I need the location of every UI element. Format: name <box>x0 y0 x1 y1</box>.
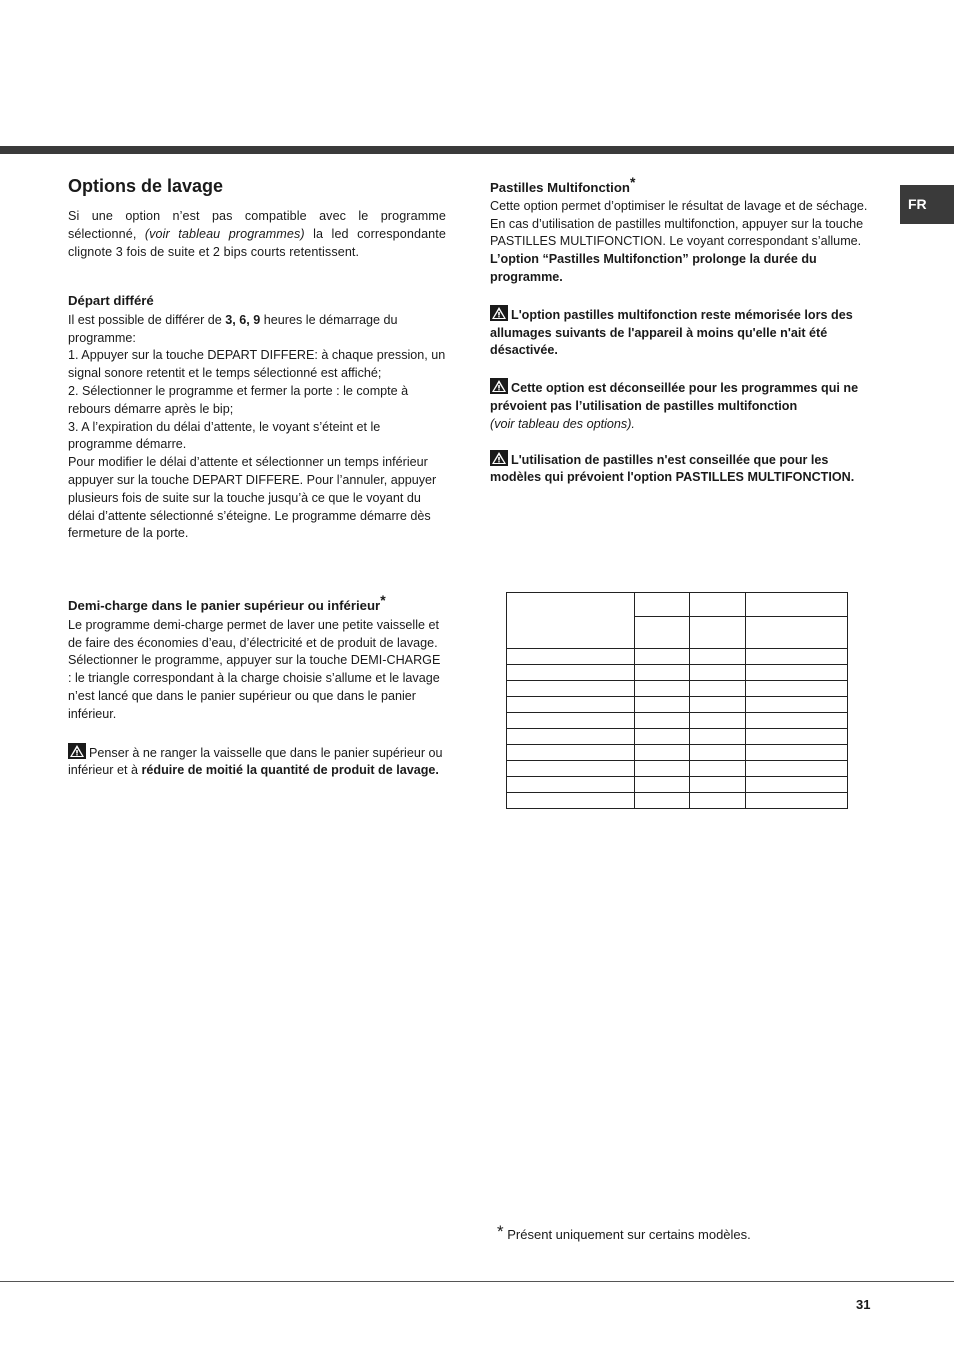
table-cell <box>690 665 746 681</box>
depart-step-1: 1. Appuyer sur la touche DEPART DIFFERE: à chaque pression, un signal sonore retentit et le temps sélectionné est affiché; <box>68 348 446 381</box>
depart-line1-end: heures le démarrage du programme: <box>68 312 398 345</box>
table-cell <box>746 777 848 793</box>
table-cell <box>507 793 635 809</box>
pastilles-paragraph-2-text: En cas d’utilisation de pastilles multifonction, appuyer sur la touche PASTILLES MULTIFONCTION. Le voyant correspondant s’allume. <box>490 216 864 249</box>
pastilles-paragraph-1: Cette option permet d’optimiser le résultat de lavage et de séchage. <box>490 198 868 213</box>
pastilles-heading <box>490 174 872 197</box>
demi-warning <box>68 743 446 781</box>
table-cell <box>507 649 635 665</box>
table-cell <box>690 713 746 729</box>
table-cell <box>635 777 690 793</box>
pastilles-warning-2 <box>490 378 872 433</box>
footer-divider <box>0 1281 954 1282</box>
table-cell <box>507 729 635 745</box>
table-row <box>507 593 848 617</box>
table-cell <box>635 713 690 729</box>
depart-line1-start: Il est possible de différer de <box>68 312 226 327</box>
table-cell <box>635 649 690 665</box>
table-cell <box>690 697 746 713</box>
table-cell <box>507 777 635 793</box>
table-cell <box>746 729 848 745</box>
table-cell <box>746 713 848 729</box>
demi-charge-section <box>68 592 446 780</box>
warning-icon <box>68 743 86 759</box>
warning-icon <box>490 378 508 394</box>
table-cell <box>746 665 848 681</box>
table-row <box>507 681 848 697</box>
table-cell <box>635 617 690 649</box>
demi-paragraph: Le programme demi-charge permet de laver une petite vaisselle et de faire des économies d’eau, d’électricité et de produit de lavage. Sélectionner le programme, appuyer sur la touche DEMI-CHARGE : le triangle correspondant à la charge choisie s’allume et le lavage n’est lancé que dans le panier supérieur ou que dans le panier inférieur. <box>68 617 441 721</box>
table-row <box>507 729 848 745</box>
depart-hours: 3, 6, 9 <box>225 312 261 327</box>
depart-heading: Départ différé <box>68 293 154 308</box>
table-cell <box>690 761 746 777</box>
table-cell <box>635 793 690 809</box>
demi-warning-text: Penser à ne ranger la vaisselle que dans le panier supérieur ou inférieur et à <box>68 745 443 778</box>
depart-differe-section <box>68 292 446 543</box>
pastilles-section <box>490 174 872 487</box>
depart-paragraph: Pour modifier le délai d’attente et sélectionner un temps inférieur appuyer sur la touche DEPART DIFFERE. Pour l’annuler, appuyer plusieurs fois de suite sur la touche jusqu’à ce que le voyant du délai d’attente sélectionné s’éteigne. Le programme démarre dès fermeture de la porte. <box>68 455 437 541</box>
table-row <box>507 761 848 777</box>
table-cell <box>690 617 746 649</box>
table-cell <box>690 593 746 617</box>
demi-heading <box>68 592 446 615</box>
table-cell <box>507 593 635 649</box>
table-cell <box>690 777 746 793</box>
page-title: Options de lavage <box>68 176 224 196</box>
table-row <box>507 713 848 729</box>
pastilles-warning-3-text: L'utilisation de pastilles n'est conseillée que pour les modèles qui prévoient l'option PASTILLES MULTIFONCTION. <box>490 452 855 485</box>
table-cell <box>635 745 690 761</box>
table-cell <box>746 617 848 649</box>
pastilles-paragraph-2 <box>490 216 872 287</box>
footnote <box>497 1222 751 1242</box>
table-cell <box>635 593 690 617</box>
intro-text-end: la led correspondante clignote 3 fois de suite et 2 bips courts retentissent. <box>68 226 446 259</box>
table-cell <box>507 745 635 761</box>
depart-step-2: 2. Sélectionner le programme et fermer la porte : le compte à rebours démarre après le bip; <box>68 383 409 416</box>
footnote-text: Présent uniquement sur certains modèles. <box>507 1227 751 1242</box>
table-cell <box>507 665 635 681</box>
table-cell <box>690 729 746 745</box>
table-cell <box>507 697 635 713</box>
pastilles-warning-1-text: L'option pastilles multifonction reste mémorisée lors des allumages suivants de l'appareil à moins qu'elle n'ait été désactivée. <box>490 307 853 358</box>
table-cell <box>507 681 635 697</box>
table-row <box>507 649 848 665</box>
pastilles-paragraph-2-bold: L’option “Pastilles Multifonction” prolonge la durée du programme. <box>490 252 817 284</box>
pastilles-warning-2-bold: Cette option est déconseillée pour les programmes qui ne prévoient pas l’utilisation de pastilles multifonction <box>490 381 859 413</box>
table-row <box>507 665 848 681</box>
table-row <box>507 697 848 713</box>
table-cell <box>746 761 848 777</box>
intro-reference: (voir tableau programmes) <box>144 226 305 241</box>
table-cell <box>746 681 848 697</box>
table-row <box>507 745 848 761</box>
table-cell <box>746 593 848 617</box>
page-number: 31 <box>856 1297 871 1312</box>
table-cell <box>746 649 848 665</box>
table-cell <box>690 793 746 809</box>
demi-warning-bold: réduire de moitié la quantité de produit de lavage. <box>141 763 439 778</box>
pastilles-heading-text: Pastilles Multifonction <box>490 180 630 195</box>
table-cell <box>507 761 635 777</box>
table-cell <box>690 649 746 665</box>
footnote-star: * <box>497 1222 504 1241</box>
table-cell <box>635 665 690 681</box>
table-cell <box>690 681 746 697</box>
pastilles-warning-3 <box>490 450 872 488</box>
table-cell <box>635 681 690 697</box>
options-table <box>506 592 848 809</box>
warning-icon <box>490 450 508 466</box>
table-row <box>507 793 848 809</box>
table-cell <box>746 697 848 713</box>
pastilles-warning-1 <box>490 305 872 360</box>
demi-heading-text: Demi-charge dans le panier supérieur ou inférieur <box>68 598 381 613</box>
header-bar <box>0 146 954 154</box>
demi-heading-star: * <box>380 592 386 608</box>
table-cell <box>635 697 690 713</box>
intro-paragraph <box>68 208 446 261</box>
depart-step-3: 3. A l’expiration du délai d’attente, le voyant s’éteint et le programme démarre. <box>68 419 381 452</box>
table-cell <box>635 729 690 745</box>
pastilles-heading-star: * <box>629 174 636 190</box>
intro-text-start: Si une option n’est pas compatible avec le programme sélectionné, <box>68 209 446 241</box>
table-cell <box>690 745 746 761</box>
table-cell <box>746 745 848 761</box>
table-cell <box>635 761 690 777</box>
table-row <box>507 777 848 793</box>
table-cell <box>746 793 848 809</box>
language-tab: FR <box>900 185 954 224</box>
warning-icon <box>490 305 508 321</box>
table-cell <box>507 713 635 729</box>
pastilles-warning-2-reference: (voir tableau des options). <box>490 416 635 431</box>
